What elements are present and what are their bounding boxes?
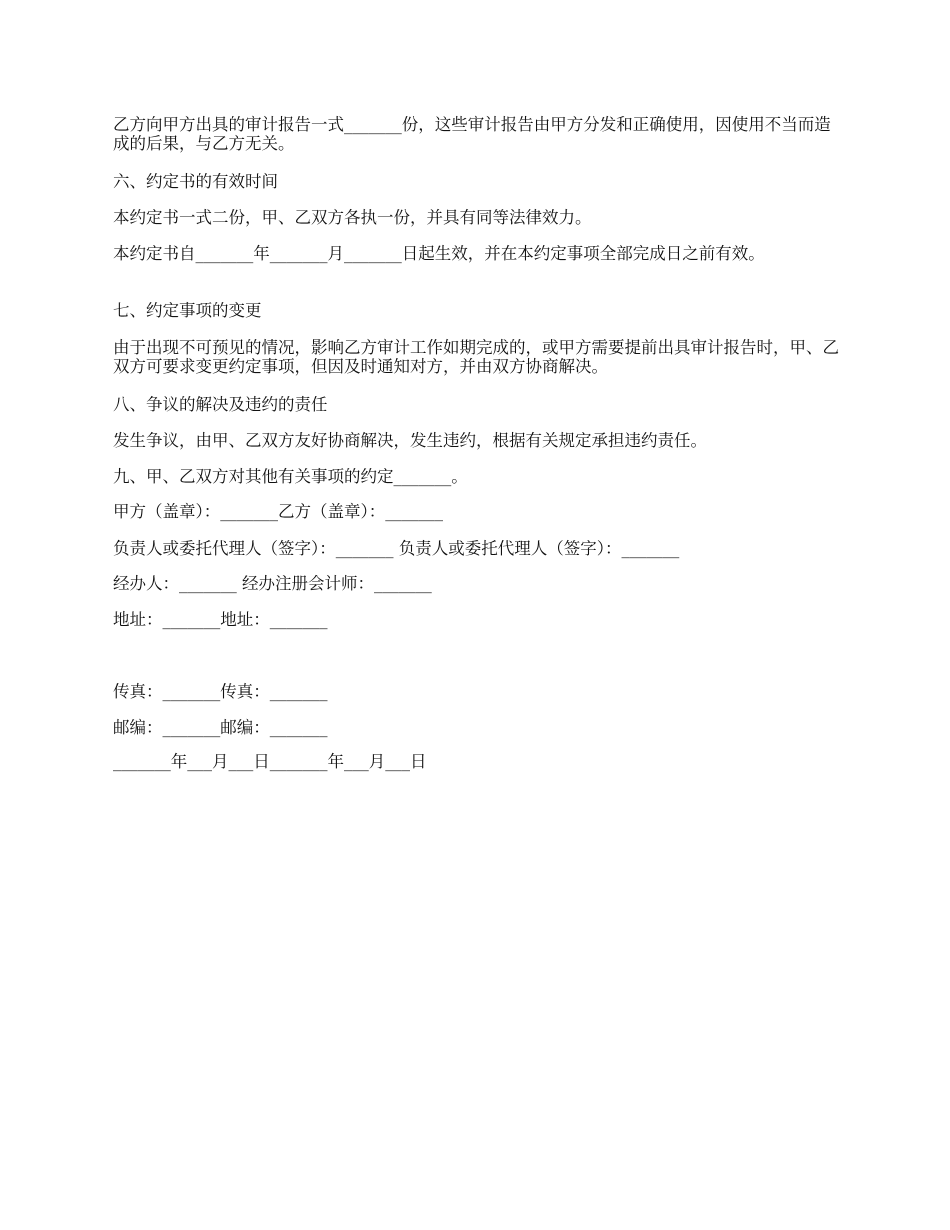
signature-line-addresses: 地址：_______地址：_______ xyxy=(113,610,328,629)
signature-line-fax: 传真：_______传真：_______ xyxy=(113,682,328,701)
section-heading-7: 七、约定事项的变更 xyxy=(113,301,262,320)
signature-line-postcode: 邮编：_______邮编：_______ xyxy=(113,718,328,737)
signature-line-handlers: 经办人：_______ 经办注册会计师：_______ xyxy=(113,574,432,593)
section-heading-6: 六、约定书的有效时间 xyxy=(113,172,278,191)
section-heading-9: 九、甲、乙双方对其他有关事项的约定_______。 xyxy=(113,467,468,486)
paragraph-changes: 由于出现不可预见的情况，影响乙方审计工作如期完成的，或甲方需要提前出具审计报告时，甲、乙双方可要求变更约定事项，但因及时通知对方，并由双方协商解决。 xyxy=(113,338,839,376)
signature-line-seals: 甲方（盖章）：_______乙方（盖章）：_______ xyxy=(113,502,443,521)
paragraph-disputes: 发生争议，由甲、乙双方友好协商解决，发生违约，根据有关规定承担违约责任。 xyxy=(113,431,707,450)
paragraph-two-copies: 本约定书一式二份，甲、乙双方各执一份，并具有同等法律效力。 xyxy=(113,208,592,227)
paragraph-report-copies: 乙方向甲方出具的审计报告一式_______份，这些审计报告由甲方分发和正确使用，因使用不当而造成的后果，与乙方无关。 xyxy=(113,115,831,153)
paragraph-effective-date: 本约定书自_______年_______月_______日起生效，并在本约定事项全部完成日之前有效。 xyxy=(113,244,765,263)
signature-line-representatives: 负责人或委托代理人（签字）：_______ 负责人或委托代理人（签字）：_______ xyxy=(113,539,680,558)
section-heading-8: 八、争议的解决及违约的责任 xyxy=(113,395,328,414)
signature-line-dates: _______年___月___日_______年___月___日 xyxy=(113,752,427,771)
